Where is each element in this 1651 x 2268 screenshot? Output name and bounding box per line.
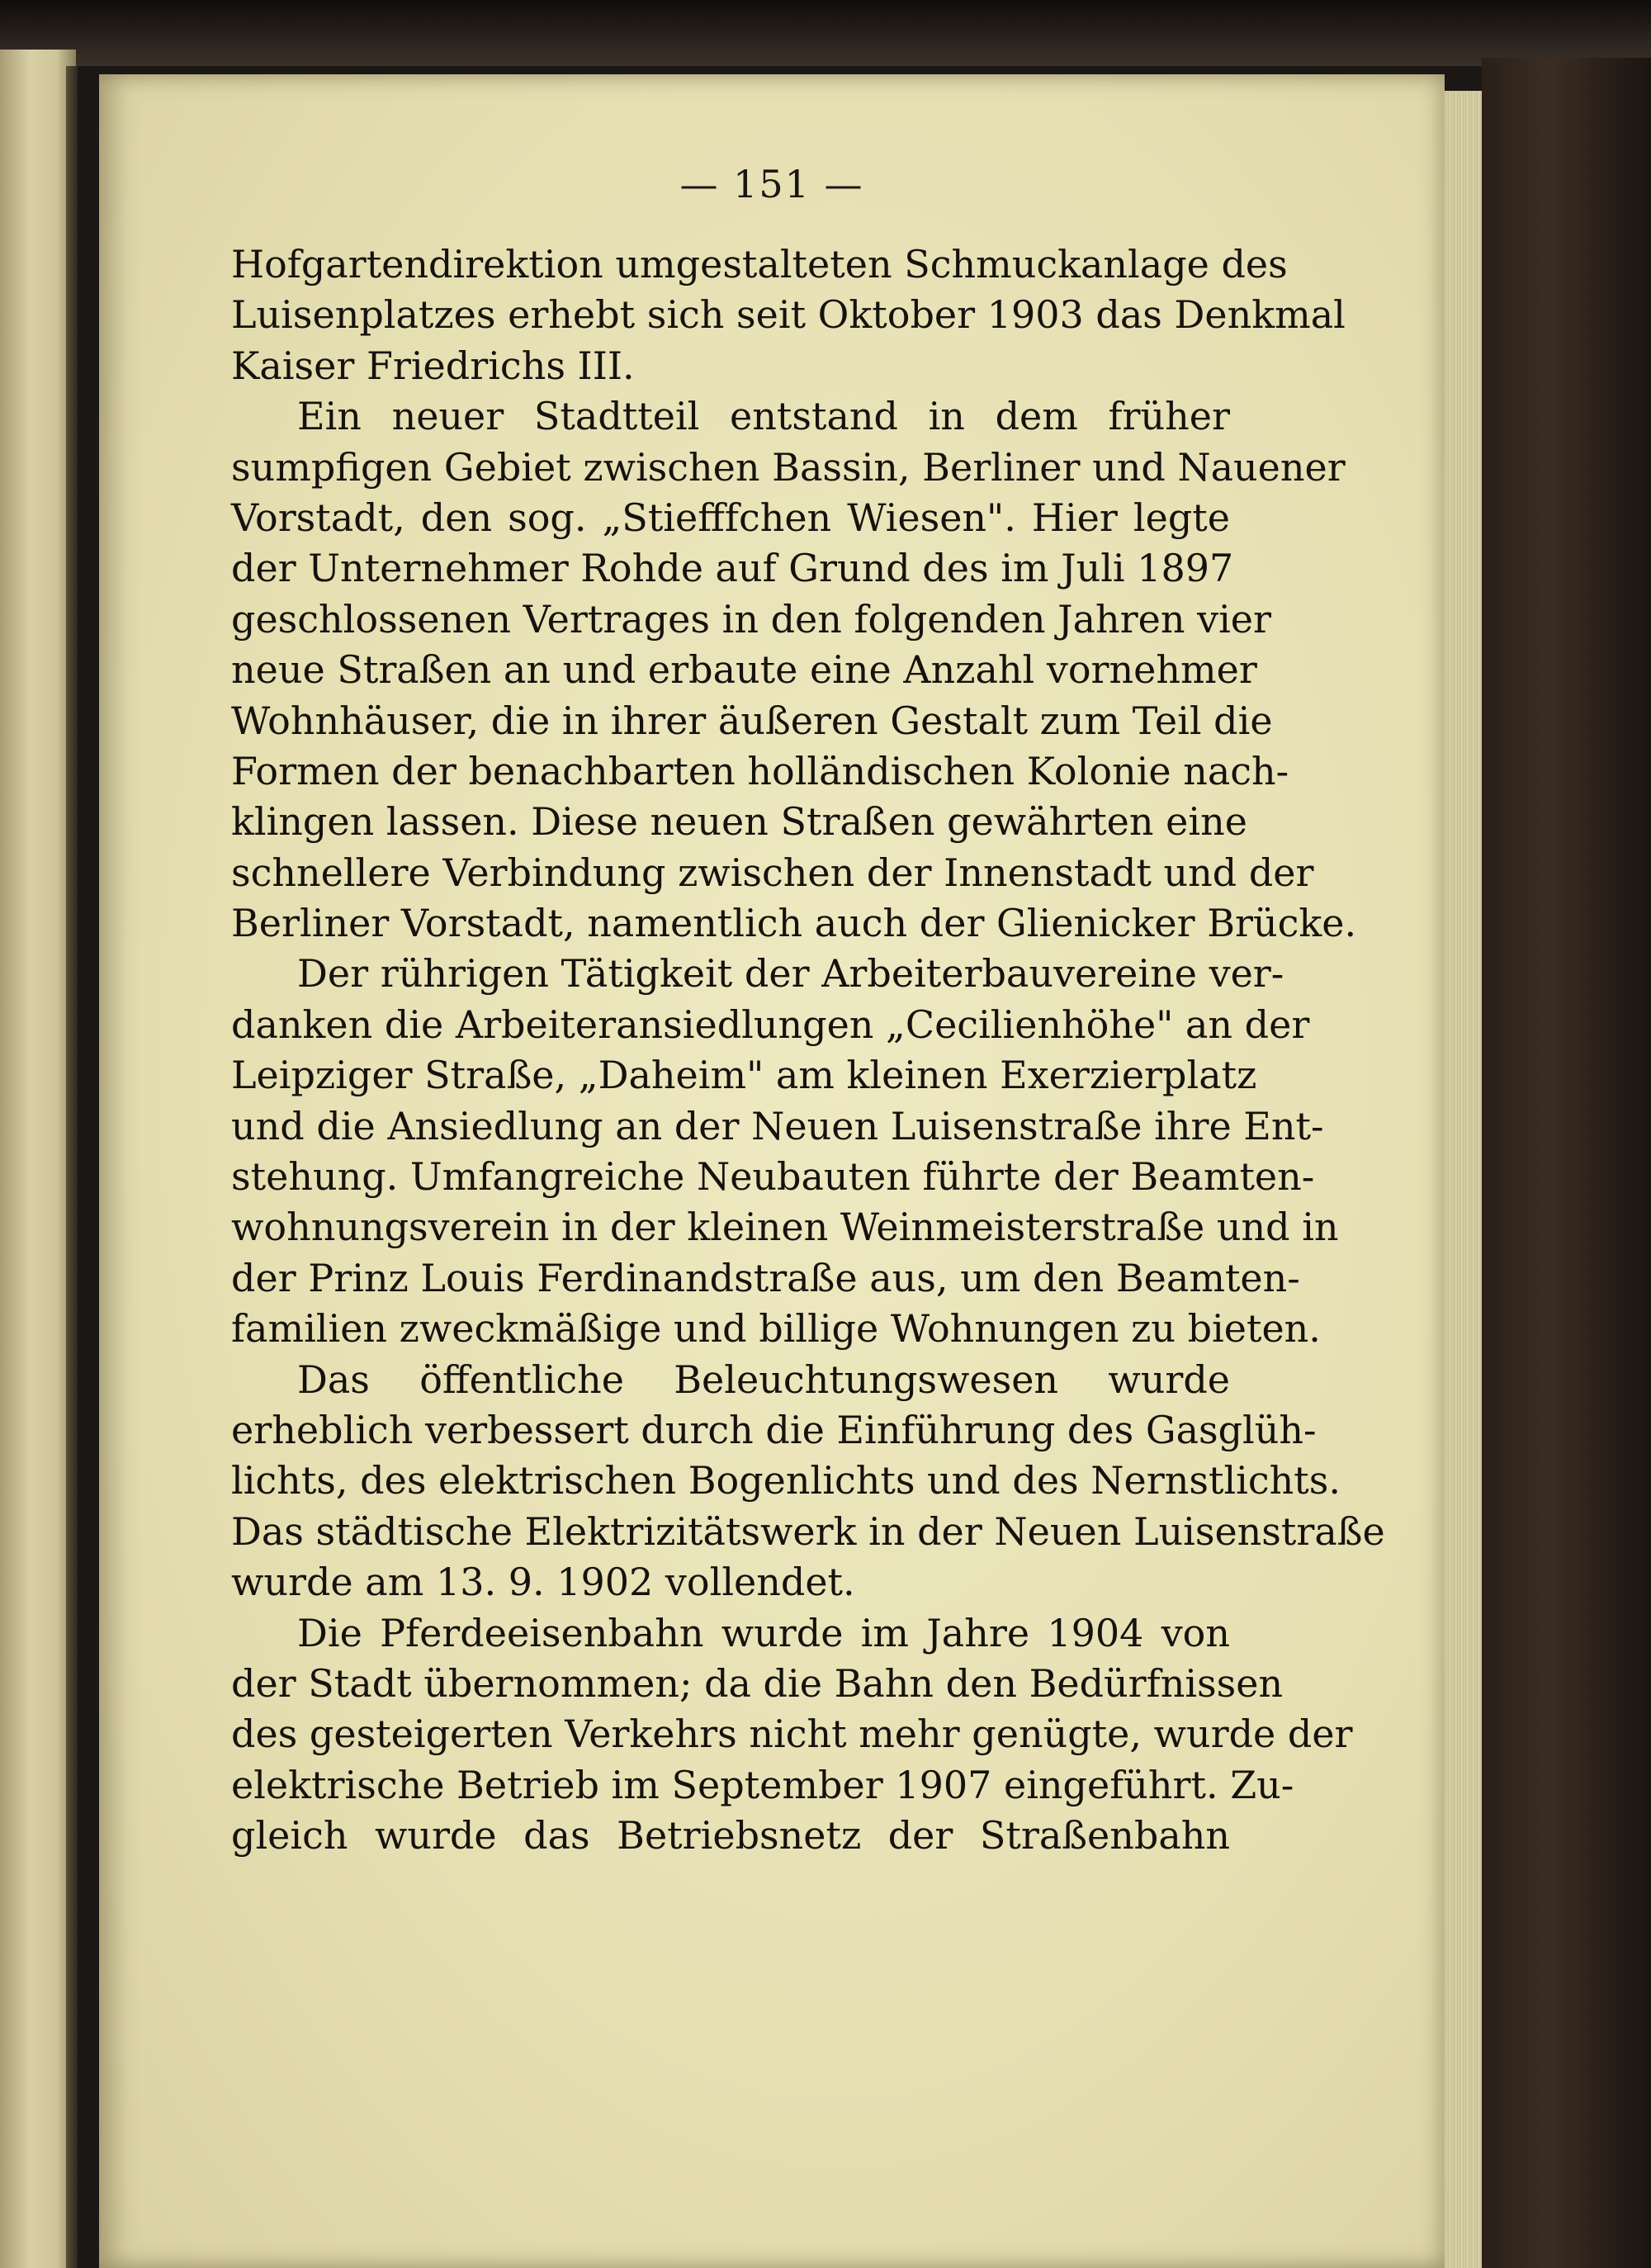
text-line: Kaiser Friedrichs III. [231, 343, 635, 388]
text-line: stehung. Umfangreiche Neubauten führte der Beamten- [231, 1154, 1315, 1200]
book-spine [66, 66, 78, 2268]
text-line: der Stadt übernommen; da die Bahn den Bedürfnissen [231, 1660, 1284, 1706]
text-line: der Unternehmer Rohde auf Grund des im Juli 1897 [231, 546, 1234, 591]
body-text [231, 239, 1385, 1862]
book-cover-top [0, 0, 1651, 66]
text-line: erheblich verbessert durch die Einführung des Gasglüh- [231, 1407, 1317, 1452]
text-line: Leipziger Straße, „Daheim" am kleinen Exerzierplatz [231, 1053, 1257, 1098]
text-line: der Prinz Louis Ferdinandstraße aus, um den Beamten- [231, 1255, 1300, 1300]
text-line: Hofgartendirektion umgestalteten Schmuckanlage des [231, 242, 1288, 286]
text-line: elektrische Betrieb im September 1907 eingeführt. Zu- [231, 1762, 1294, 1807]
text-line: Luisenplatzes erhebt sich seit Oktober 1903 das Denkmal [231, 292, 1346, 338]
text-line: wohnungsverein in der kleinen Weinmeisterstraße und in [231, 1205, 1339, 1250]
text-line: schnellere Verbindung zwischen der Innenstadt und der [231, 850, 1314, 895]
text-line: Ein neuer Stadtteil entstand in dem früher [297, 394, 1230, 439]
book-cover-right [1482, 58, 1651, 2268]
text-line: sumpfigen Gebiet zwischen Bassin, Berliner und Nauener [231, 444, 1346, 490]
text-line: gleich wurde das Betriebsnetz der Straßenbahn [231, 1813, 1230, 1858]
page-stack-edge [1440, 91, 1482, 2268]
text-line: Der rührigen Tätigkeit der Arbeiterbauvereine ver- [297, 951, 1284, 997]
text-line: Formen der benachbarten holländischen Kolonie nach- [231, 748, 1289, 793]
text-line: Wohnhäuser, die in ihrer äußeren Gestalt zum Teil die [231, 698, 1273, 743]
page-number: — 151 — [679, 162, 864, 206]
text-line: Vorstadt, den sog. „Stiefffchen Wiesen". Hier legte [231, 495, 1230, 540]
text-line: geschlossenen Vertrages in den folgenden Jahren vier [231, 596, 1271, 642]
text-line: Das öffentliche Beleuchtungswesen wurde [297, 1357, 1230, 1402]
text-line: neue Straßen an und erbaute eine Anzahl vornehmer [231, 647, 1257, 693]
text-line: Die Pferdeeisenbahn wurde im Jahre 1904 von [297, 1610, 1230, 1655]
text-line: und die Ansiedlung an der Neuen Luisenstraße ihre Ent- [231, 1103, 1324, 1148]
text-line: des gesteigerten Verkehrs nicht mehr genügte, wurde der [231, 1712, 1353, 1757]
text-line: familien zweckmäßige und billige Wohnungen zu bieten. [231, 1306, 1321, 1352]
text-line: wurde am 13. 9. 1902 vollendet. [231, 1560, 855, 1605]
text-line: danken die Arbeiteransiedlungen „Cecilienhöhe" an der [231, 1001, 1310, 1047]
text-line: Berliner Vorstadt, namentlich auch der Glienicker Brücke. [231, 901, 1357, 946]
text-line: Das städtische Elektrizitätswerk in der Neuen Luisenstraße [231, 1508, 1385, 1554]
left-page-edge [0, 50, 76, 2268]
text-line: lichts, des elektrischen Bogenlichts und des Nernstlichts. [231, 1458, 1341, 1503]
text-line: klingen lassen. Diese neuen Straßen gewährten eine [231, 799, 1247, 845]
